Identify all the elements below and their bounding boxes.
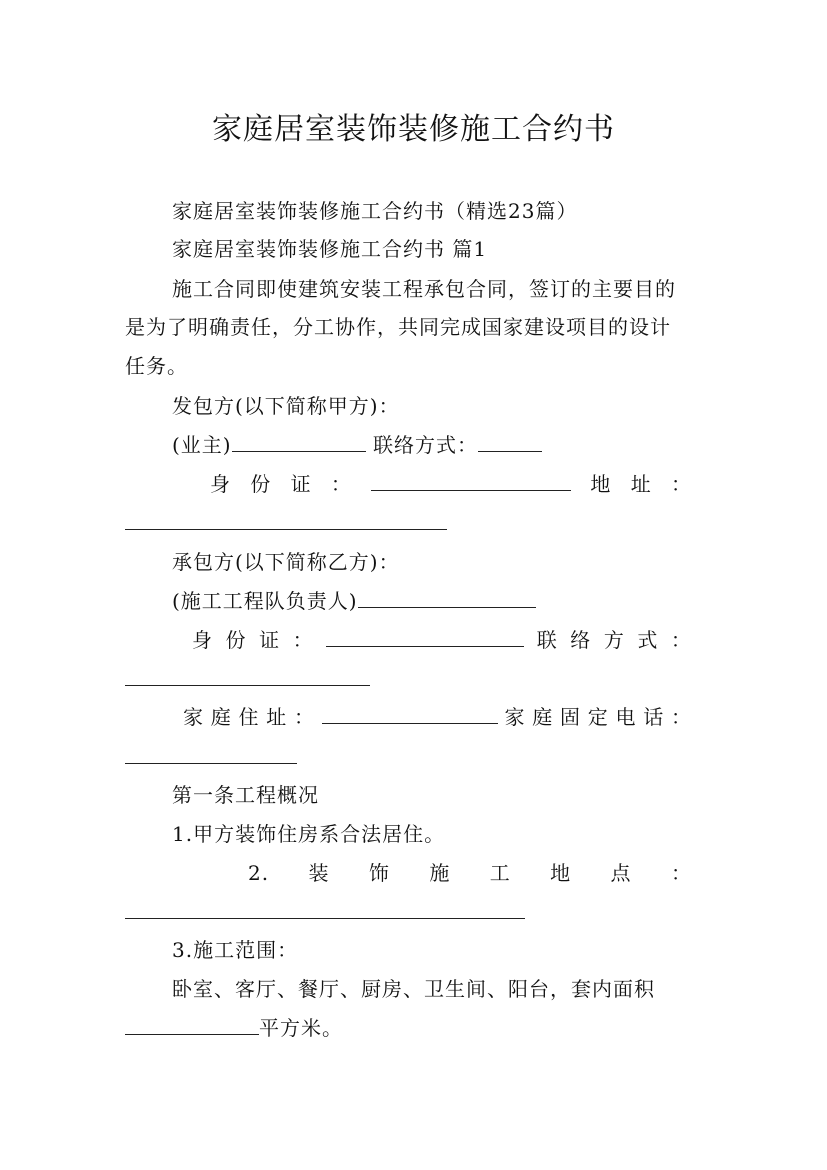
id-char: ：: [292, 628, 314, 652]
contact-blank: [125, 685, 370, 686]
id-char: ：: [330, 472, 352, 496]
contractor-blank: [358, 589, 536, 608]
contact-char: 联: [536, 628, 558, 652]
contact-char: ：: [670, 628, 692, 652]
home-phone-char: 家: [504, 705, 526, 729]
contact-char: 方: [603, 628, 625, 652]
area-unit: 平方米。: [259, 1016, 343, 1040]
clause-item: 3.施工范围：: [172, 938, 299, 962]
id-address-line: [210, 471, 692, 497]
party-b-heading: 承包方(以下简称乙方)：: [172, 550, 400, 574]
contact-blank: [478, 433, 542, 452]
document-title: 家庭居室装饰装修施工合约书: [212, 112, 615, 147]
id-char: 份: [250, 472, 272, 496]
contractor-line: [172, 588, 702, 614]
clause-char: 工: [489, 861, 511, 885]
paragraph-line: 卧室、客厅、餐厅、厨房、卫生间、阳台，套内面积: [172, 977, 655, 1001]
clause-char: ：: [670, 861, 692, 885]
paragraph-line: 任务。: [125, 354, 188, 378]
home-phone-char: 话: [643, 705, 665, 729]
id-char: 证: [259, 628, 281, 652]
site-location-blank: [125, 918, 525, 919]
home-address-char: ：: [294, 705, 315, 729]
area-line: [125, 1015, 702, 1041]
clause-char: 装: [308, 861, 330, 885]
home-phone-char: ：: [671, 705, 692, 729]
address-char: 地: [590, 472, 612, 496]
clause-char: 饰: [368, 861, 390, 885]
home-phone-char: 庭: [532, 705, 554, 729]
paragraph-line: 施工合同即使建筑安装工程承包合同，签订的主要目的: [172, 277, 676, 301]
clause-char: 地: [550, 861, 572, 885]
party-a-heading: 发包方(以下简称甲方)：: [172, 394, 400, 418]
home-phone-blank: [125, 763, 297, 764]
address-blank: [125, 529, 447, 530]
clause-char: 点: [610, 861, 632, 885]
clause-char: 施: [429, 861, 451, 885]
clause-item: [248, 860, 692, 886]
id-contact-line: [192, 627, 692, 653]
id-char: 身: [210, 472, 231, 496]
home-phone-char: 电: [615, 705, 637, 729]
address-char: 址: [630, 472, 652, 496]
home-phone-char: 定: [587, 705, 609, 729]
article-heading: 第一条工程概况: [172, 783, 319, 807]
contact-char: 式: [637, 628, 659, 652]
id-blank: [371, 472, 571, 491]
home-address-char: 住: [238, 705, 260, 729]
home-address-char: 址: [266, 705, 288, 729]
id-char: 份: [225, 628, 247, 652]
home-address-char: 庭: [210, 705, 232, 729]
home-phone-char: 固: [560, 705, 581, 729]
section-heading: 家庭居室装饰装修施工合约书 篇1: [172, 237, 488, 261]
paragraph-line: 是为了明确责任，分工协作，共同完成国家建设项目的设计: [125, 315, 671, 339]
owner-line: [172, 432, 702, 458]
clause-char: 2.: [248, 861, 270, 885]
owner-blank: [232, 433, 366, 452]
clause-item: 1.甲方装饰住房系合法居住。: [172, 822, 446, 846]
home-address-char: 家: [183, 705, 204, 729]
area-blank: [125, 1016, 259, 1035]
id-char: 身: [192, 628, 213, 652]
id-blank: [326, 628, 524, 647]
subtitle-line: 家庭居室装饰装修施工合约书（精选23篇）: [172, 199, 578, 223]
contact-label: 联络方式：: [372, 433, 478, 457]
home-address-blank: [322, 705, 498, 724]
contact-char: 络: [570, 628, 592, 652]
owner-label: (业主): [172, 433, 232, 457]
home-line: [183, 704, 692, 730]
contractor-label: (施工工程队负责人): [172, 589, 358, 613]
id-char: 证: [290, 472, 312, 496]
address-char: ：: [670, 472, 692, 496]
